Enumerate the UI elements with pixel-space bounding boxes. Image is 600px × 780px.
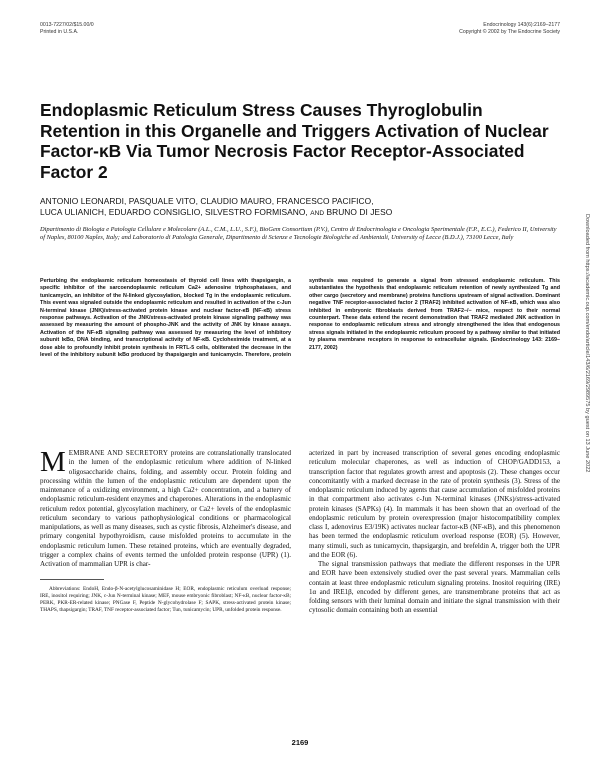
- copyright-line: Copyright © 2002 by The Endocrine Society: [459, 28, 560, 35]
- lead-small-caps: EMBRANE AND SECRETORY: [68, 449, 169, 457]
- author-line-2: [40, 207, 560, 219]
- citation-line: Endocrinology 143(6):2169–2177: [483, 22, 560, 28]
- download-watermark: Downloaded from https://academic.oup.com/endo/article/143/6/2169/2989575 by guest on 13 June 2022: [584, 214, 590, 473]
- printed-in-line: Printed in U.S.A.: [40, 28, 79, 35]
- abstract-text: Perturbing the endoplasmic reticulum homeostasis of thyroid cell lines with thapsigargin, a specific inhibitor of the sarcoendoplasmic reticulum Ca2+ adenosine triphosphatases, and tunicamycin, an inhibitor of the N-linked glycosylation, blocked Tg in the endoplasmic reticulum. This event was signaled outside the endoplasmic reticulum and resulted in activation of the c-Jun N-terminal kinase (JNK)/stress-activated protein kinase and nuclear factor-κB (NF-κB) stress response pathways. Activation of the JNK/stress-activated protein kinase signaling pathway was assessed by measuring the amount of phospho-JNK and the activity of JNK by kinase assays. Activation of the NF-κB signaling pathway was assessed by measuring the level of inhibitory subunit IκBα, DNA binding, and transcriptional activity of NF-κB. Cycloheximide treatment, at a dose able to profoundly inhibit protein synthesis in FRTL-5 cells, obliterated the decrease in the level of the inhibitory subunit IκBα produced by thapsigargin and tunicamycin. Therefore, protein synthesis was required to generate a signal from stressed endoplasmic reticulum. This substantiates the hypothesis that endoplasmic reticulum retention of newly synthesized Tg and other cargo (secretory and membrane) proteins functions upstream of signal activation. Dominant negative TNF receptor-associated factor 2 (TRAF2) inhibited activation of NF-κB, which was also inhibited in embryonic fibroblasts derived from TRAF2−/− mice, respect to their normal counterpart. These data extend the recent demonstration that TRAF2 mediated JNK activation in response to endoplasmic reticulum stress and strongly strengthened the idea that endogenous stress signals initiated in the endoplasmic reticulum proceed by a pathway similar to that initiated by plasma membrane receptors in response to extracellular signals. (Endocrinology 143: 2169–2177, 2002): [40, 278, 560, 359]
- drop-cap: M: [40, 446, 66, 478]
- body-paragraph-1: [40, 446, 291, 569]
- article-title: Endoplasmic Reticulum Stress Causes Thyroglobulin Retention in this Organelle and Triggers Activation of Nuclear Factor-κB Via Tumor Necrosis Factor Receptor-Associated Factor 2: [40, 100, 549, 182]
- author-and: AND: [310, 210, 325, 218]
- page-number: 2169: [291, 738, 309, 747]
- issn-line: 0013-7227/02/$15.00/0: [40, 22, 94, 28]
- author-line-1: ANTONIO LEONARDI, PASQUALE VITO, CLAUDIO MAURO, FRANCESCO PACIFICO,: [40, 196, 374, 206]
- journal-header-left: [40, 22, 94, 35]
- abstract: [40, 278, 560, 359]
- author-last: BRUNO DI JESO: [326, 207, 393, 218]
- article-body: [40, 446, 560, 731]
- body-paragraph-1-text: proteins are cotranslationally translocated in the lumen of the endoplasmic reticulum where addition of N-linked oligosaccharide chains, folding, and assembly occur. Protein folding and processing within the lumen of the endoplasmic reticulum are dependent upon the maintenance of a oxidizing environment, a high Ca2+ concentration, and a battery of endoplasmic reticulum-resident enzymes and chaperones. Alterations in the endoplasmic reticulum redox potential, glycosylation machinery, or Ca2+ levels of the endoplasmic reticulum secondary to various pathophysiological conditions or pharmacological manipulations, as well as many diseases, such as cystic fibrosis, Alzheimer's disease, and primary congenital hypothyroidism, cause misfolded proteins to accumulate in the endoplasmic reticulum lumen. These retained proteins, which are eventually degraded, trigger a complex chains of events termed the unfolded protein response (UPR) (1). Activation of mammalian UPR is char-: [40, 449, 291, 568]
- journal-header-right: [459, 22, 560, 35]
- body-paragraph-2: acterized in part by increased transcription of several genes encoding endoplasmic reticulum molecular chaperones, as well as induction of CHOP/GADD153, a transcription factor that regulates growth arrest and apoptosis (2). These changes occur concomitantly with a marked decrease in the rate of protein synthesis (3). Stress of the endoplasmic reticulum induced by agents that cause accumulation of misfolded proteins in that compartment also activates c-Jun N-terminal kinases (JNKs)/stress-activated protein kinases (SAPKs) (4). In mammals it has been shown that an overload of the endoplasmic reticulum by protein overexpression (major histocompatibility complex class I, adenovirus E3/19K) activates nuclear factor-κB (NF-κB), and this phenomenon has been termed the endoplasmic reticulum overload response (EOR) (5). However, many stimuli, such as tunicamycin, thapsigargin, and brefeldin A, trigger both the UPR and the EOR (6).: [309, 449, 560, 559]
- body-paragraph-3: The signal transmission pathways that mediate the different responses in the UPR and EOR have been extensively studied over the past several years. Mammalian cells contain at least three endoplasmic reticulum signaling proteins. Inositol requiring (IRE) 1α and IRE1β, encoded by different genes, are transmembrane proteins that act as folding sensors with their luminal domain and initiate the signal transmission with their cytosolic domain containing both an essential: [309, 560, 560, 615]
- author-line-2-names: LUCA ULIANICH, EDUARDO CONSIGLIO, SILVESTRO FORMISANO,: [40, 207, 308, 218]
- footnote-rule: [40, 579, 104, 580]
- affiliations: Dipartimento di Biologia e Patologia Cellulare e Molecolare (A.L., C.M., L.U., S.F.), BioGem Consortium (P.V.), Centro di Endocrinologia e Oncologia Sperimentale (F.P., E.C.), Federico II, University of Naples, 80100 Naples, Italy; and Laboratorio di Patologia Generale, Dipartimento di Scienze e Tecnologie Biologiche ed Ambientali, University of Lecce (B.D.J.), 73100 Lecce, Italy: [40, 226, 557, 242]
- abbreviations-footnote: Abbreviations: EndoH, Endo-β-N-acetylglucosaminidase H; EOR, endoplasmic reticulum overload response; IRE, inositol requiring; JNK, c-Jun N-terminal kinase; MEF, mouse embryonic fibroblast; NF-κB, nuclear factor-κB; PERK, PKR-ER-related kinase; PNGase F, Peptide N-glycohydrolase F; SAPK, stress-activated protein kinase; THAPS, thapsigargin; TRAF, TNF receptor-associated factor; Tun, tunicamycin; UPR, unfolded protein response.: [40, 586, 291, 613]
- author-list: [40, 196, 560, 220]
